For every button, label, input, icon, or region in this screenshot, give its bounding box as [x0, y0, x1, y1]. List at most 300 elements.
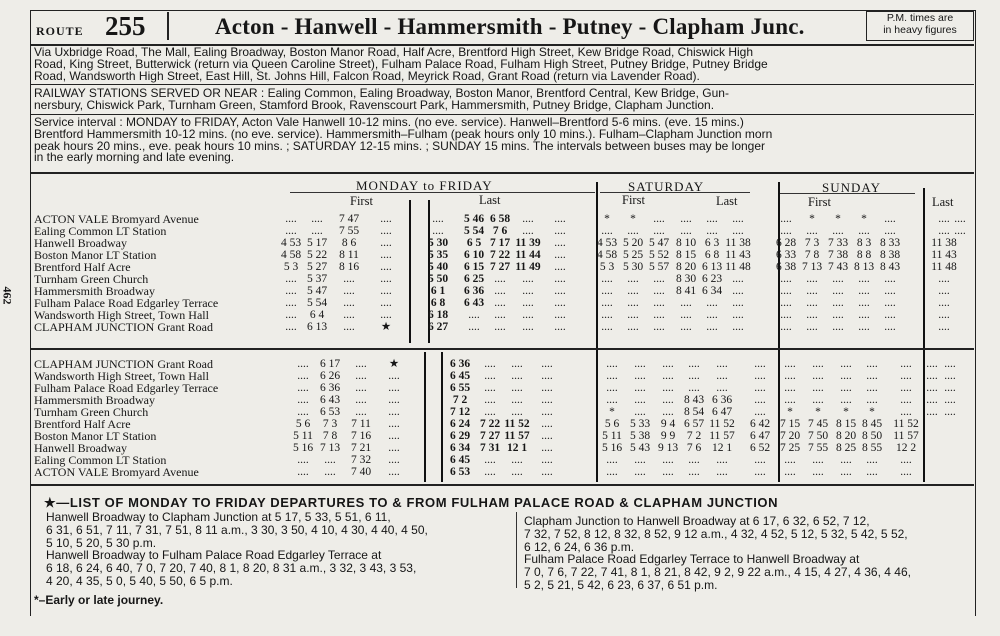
time-cell: 11 39 — [515, 237, 541, 249]
time-cell: .... — [944, 358, 956, 370]
time-cell: 11 38 — [931, 237, 957, 249]
time-cell: .... — [812, 454, 824, 466]
time-cell: .... — [840, 382, 852, 394]
time-cell: .... — [806, 285, 818, 297]
early-late-marker: * — [835, 213, 841, 225]
time-cell: 11 57 — [504, 430, 530, 442]
early-late-marker: * — [787, 406, 793, 418]
via-paragraph — [34, 47, 768, 82]
mf-divider-inbound — [441, 352, 443, 482]
early-late-marker: * — [604, 213, 610, 225]
time-cell: 7 17 — [489, 237, 511, 249]
time-cell: 6 45 — [449, 454, 471, 466]
time-cell: .... — [601, 273, 613, 285]
stop-name: Wandsworth High Street, Town Hall — [34, 308, 209, 322]
time-cell: .... — [688, 382, 700, 394]
time-cell: .... — [780, 321, 792, 333]
time-cell: 9 4 — [660, 418, 676, 430]
time-cell: 5 16 — [292, 442, 314, 454]
time-cell: .... — [541, 418, 553, 430]
time-cell: .... — [343, 297, 355, 309]
early-late-marker: * — [809, 213, 815, 225]
time-cell: .... — [944, 406, 956, 418]
stop-name: CLAPHAM JUNCTION Grant Road — [34, 320, 213, 334]
via-line: Via Uxbridge Road, The Mall, Ealing Broadway, Boston Manor Road, Half Acre, Brentford High Street, Kew Bridge Road, Chiswick High — [34, 45, 754, 59]
time-cell: .... — [297, 358, 309, 370]
time-cell: .... — [926, 370, 938, 382]
time-cell: 6 23 — [701, 273, 723, 285]
time-cell: .... — [311, 225, 323, 237]
time-cell: 5 6 — [604, 418, 620, 430]
time-cell: .... — [297, 466, 309, 478]
time-cell: 6 1 — [430, 285, 446, 297]
time-cell: .... — [944, 394, 956, 406]
time-cell: .... — [732, 225, 744, 237]
time-cell: .... — [380, 225, 392, 237]
stop-name: Brentford Half Acre — [34, 417, 131, 431]
time-cell: .... — [355, 358, 367, 370]
time-cell: .... — [706, 213, 718, 225]
time-cell: .... — [554, 249, 566, 261]
time-cell: .... — [858, 297, 870, 309]
time-cell: .... — [716, 466, 728, 478]
time-cell: .... — [468, 321, 480, 333]
time-cell: .... — [884, 321, 896, 333]
time-cell: 5 30 — [427, 237, 449, 249]
time-cell: .... — [812, 466, 824, 478]
time-cell: .... — [653, 273, 665, 285]
time-cell: 8 20 — [675, 261, 697, 273]
time-cell: 11 44 — [515, 249, 541, 261]
time-cell: .... — [606, 466, 618, 478]
time-cell: .... — [806, 321, 818, 333]
time-cell: .... — [380, 285, 392, 297]
time-cell: .... — [484, 394, 496, 406]
time-cell: 7 13 — [801, 261, 823, 273]
time-cell: .... — [806, 297, 818, 309]
time-cell: .... — [706, 225, 718, 237]
time-cell: 7 25 — [779, 442, 801, 454]
time-cell: .... — [541, 442, 553, 454]
time-cell: .... — [388, 466, 400, 478]
stop-name: Turnham Green Church — [34, 405, 149, 419]
time-cell: .... — [688, 358, 700, 370]
time-cell: .... — [484, 358, 496, 370]
time-cell: .... — [627, 273, 639, 285]
time-cell: 7 15 — [779, 418, 801, 430]
time-cell: .... — [511, 406, 523, 418]
stop-name: Fulham Palace Road Edgarley Terrace — [34, 296, 219, 310]
time-cell: .... — [938, 321, 950, 333]
departure-line: 5 10, 5 20, 5 30 p.m. — [46, 535, 157, 550]
time-cell: 6 24 — [449, 418, 471, 430]
time-cell: 8 50 — [861, 430, 883, 442]
time-cell: .... — [522, 273, 534, 285]
time-cell: .... — [541, 370, 553, 382]
stop-name: Boston Manor LT Station — [34, 248, 157, 262]
time-cell: .... — [884, 285, 896, 297]
time-cell: 6 43 — [319, 394, 341, 406]
time-cell: 6 47 — [749, 430, 771, 442]
time-cell: .... — [511, 382, 523, 394]
time-cell: .... — [627, 225, 639, 237]
pm-note-line1: P.M. times are — [886, 12, 954, 24]
time-cell: .... — [938, 213, 950, 225]
time-cell: .... — [812, 394, 824, 406]
time-cell: 7 12 — [449, 406, 471, 418]
time-cell: 7 20 — [779, 430, 801, 442]
time-cell: .... — [812, 382, 824, 394]
time-cell: .... — [832, 285, 844, 297]
time-cell: 6 27 — [427, 321, 449, 333]
departures-right — [524, 515, 911, 592]
time-cell: .... — [627, 309, 639, 321]
time-cell: .... — [554, 225, 566, 237]
time-cell: 11 43 — [725, 249, 751, 261]
time-cell: 7 6 — [686, 442, 702, 454]
time-cell: .... — [554, 213, 566, 225]
time-cell: .... — [706, 309, 718, 321]
time-cell: .... — [840, 466, 852, 478]
time-cell: 7 3 — [322, 418, 338, 430]
time-cell: .... — [511, 358, 523, 370]
time-cell: 6 47 — [711, 406, 733, 418]
time-cell: 12 2 — [895, 442, 917, 454]
time-cell: 6 28 — [775, 237, 797, 249]
sun-last-label: Last — [932, 195, 954, 209]
time-cell: .... — [522, 309, 534, 321]
stop-name: Boston Manor LT Station — [34, 429, 157, 443]
time-cell: 6 34 — [701, 285, 723, 297]
time-cell: 6 18 — [427, 309, 449, 321]
departure-line: Clapham Junction to Hanwell Broadway at 6 17, 6 32, 6 52, 7 12, — [524, 514, 870, 528]
time-cell: .... — [522, 321, 534, 333]
star-marker: ★ — [388, 358, 400, 370]
time-cell: 8 38 — [879, 249, 901, 261]
time-cell: .... — [938, 225, 950, 237]
time-cell: .... — [285, 285, 297, 297]
time-cell: 7 22 — [489, 249, 511, 261]
time-cell: .... — [388, 430, 400, 442]
time-cell: 6 53 — [319, 406, 341, 418]
time-cell: .... — [716, 382, 728, 394]
time-cell: .... — [554, 237, 566, 249]
time-cell: 6 38 — [775, 261, 797, 273]
stop-name: Brentford Half Acre — [34, 260, 131, 274]
time-cell: .... — [806, 309, 818, 321]
time-cell: 6 43 — [463, 297, 485, 309]
time-cell: .... — [938, 297, 950, 309]
time-cell: .... — [784, 454, 796, 466]
via-line: Road, Wandsworth High Street, East Hill, St. Johns Hill, Falcon Road, Meyrick Road, Grant Road (return via Lavender Road). — [34, 68, 700, 83]
time-cell: .... — [706, 321, 718, 333]
time-cell: .... — [680, 213, 692, 225]
time-cell: .... — [884, 273, 896, 285]
time-cell: 5 3 — [599, 261, 615, 273]
saturday-heading: SATURDAY — [628, 179, 705, 194]
departure-line: 7 32, 7 52, 8 12, 8 32, 8 52, 9 12 a.m., 4 32, 4 52, 5 12, 5 32, 5 42, 5 52, — [524, 526, 908, 541]
time-cell: .... — [627, 297, 639, 309]
time-cell: 6 52 — [749, 442, 771, 454]
time-cell: .... — [554, 309, 566, 321]
time-cell: 5 16 — [601, 442, 623, 454]
time-cell: .... — [355, 406, 367, 418]
time-cell: .... — [866, 358, 878, 370]
time-cell: 4 58 — [596, 249, 618, 261]
time-cell: .... — [938, 309, 950, 321]
time-cell: .... — [954, 225, 966, 237]
time-cell: 7 40 — [350, 466, 372, 478]
time-cell: .... — [634, 454, 646, 466]
time-cell: .... — [780, 309, 792, 321]
time-cell: .... — [688, 454, 700, 466]
time-cell: .... — [680, 225, 692, 237]
time-cell: 5 37 — [306, 273, 328, 285]
footnote: *–Early or late journey. — [34, 593, 164, 607]
time-cell: 7 38 — [827, 249, 849, 261]
time-cell: .... — [858, 321, 870, 333]
departure-line: 4 20, 4 35, 5 0, 5 40, 5 50, 6 5 p.m. — [46, 573, 233, 588]
time-cell: .... — [388, 442, 400, 454]
time-cell: .... — [388, 418, 400, 430]
time-cell: 5 52 — [648, 249, 670, 261]
time-cell: 9 13 — [657, 442, 679, 454]
time-cell: 6 29 — [449, 430, 471, 442]
time-cell: 5 11 — [293, 430, 313, 442]
time-cell: .... — [944, 382, 956, 394]
time-cell: 4 53 — [280, 237, 302, 249]
time-cell: .... — [494, 285, 506, 297]
time-cell: 6 55 — [449, 382, 471, 394]
early-late-marker: * — [609, 406, 615, 418]
time-cell: .... — [662, 358, 674, 370]
time-cell: .... — [732, 273, 744, 285]
time-cell: .... — [784, 394, 796, 406]
rule — [30, 484, 974, 486]
via-line: Road, King Street, Butterwick (return via Queen Caroline Street), Fulham Palace Road, Fulham High Street, Putney Bridge, Putney Bridge — [34, 56, 768, 71]
time-cell: .... — [554, 297, 566, 309]
time-cell: 5 20 — [622, 237, 644, 249]
time-cell: .... — [706, 297, 718, 309]
time-cell: .... — [732, 321, 744, 333]
time-cell: .... — [522, 213, 534, 225]
time-cell: .... — [324, 454, 336, 466]
time-cell: 6 36 — [711, 394, 733, 406]
time-cell: .... — [866, 454, 878, 466]
service-line: in the early morning and late evening. — [34, 150, 235, 165]
sat-first-label: First — [622, 193, 645, 207]
time-cell: .... — [662, 370, 674, 382]
time-cell: .... — [484, 454, 496, 466]
time-cell: 7 55 — [807, 442, 829, 454]
time-cell: .... — [554, 285, 566, 297]
departure-line: Fulham Palace Road Edgarley Terrace to Hanwell Broadway at — [524, 552, 860, 567]
time-cell: 8 41 — [675, 285, 697, 297]
time-cell: .... — [297, 454, 309, 466]
time-cell: .... — [634, 394, 646, 406]
time-cell: 5 47 — [648, 237, 670, 249]
time-cell: .... — [780, 213, 792, 225]
time-cell: .... — [926, 394, 938, 406]
time-cell: .... — [554, 261, 566, 273]
stop-name: Hanwell Broadway — [34, 441, 127, 455]
time-cell: 5 27 — [306, 261, 328, 273]
time-cell: 7 27 — [479, 430, 501, 442]
stations-paragraph — [34, 88, 729, 112]
time-cell: .... — [494, 297, 506, 309]
time-cell: .... — [522, 297, 534, 309]
time-cell: .... — [380, 309, 392, 321]
time-cell: .... — [634, 358, 646, 370]
time-cell: 12 1 — [506, 442, 528, 454]
time-cell: 8 11 — [339, 249, 359, 261]
time-cell: .... — [285, 297, 297, 309]
sun-underline — [780, 193, 915, 194]
time-cell: 8 15 — [835, 418, 857, 430]
time-cell: .... — [285, 213, 297, 225]
time-cell: .... — [754, 394, 766, 406]
time-cell: .... — [944, 370, 956, 382]
time-cell: 5 35 — [427, 249, 449, 261]
time-cell: 6 45 — [449, 370, 471, 382]
stop-name: Hammersmith Broadway — [34, 284, 155, 298]
time-cell: .... — [840, 394, 852, 406]
time-cell: .... — [900, 466, 912, 478]
time-cell: .... — [732, 213, 744, 225]
time-cell: .... — [494, 273, 506, 285]
time-cell: 6 25 — [463, 273, 485, 285]
stations-line: nersbury, Chiswick Park, Turnham Green, Stamford Brook, Ravenscourt Park, Hammersmith, Putney Bridge, Clapham Junction. — [34, 97, 715, 112]
time-cell: .... — [380, 237, 392, 249]
time-cell: 5 47 — [306, 285, 328, 297]
time-cell: .... — [832, 321, 844, 333]
time-cell: .... — [812, 370, 824, 382]
early-late-marker: * — [869, 406, 875, 418]
time-cell: .... — [627, 285, 639, 297]
time-cell: .... — [806, 225, 818, 237]
time-cell: .... — [716, 454, 728, 466]
time-cell: 6 53 — [449, 466, 471, 478]
time-cell: 7 2 — [686, 430, 702, 442]
time-cell: .... — [866, 382, 878, 394]
time-cell: .... — [866, 394, 878, 406]
stop-name: Hanwell Broadway — [34, 236, 127, 250]
time-cell: 6 26 — [319, 370, 341, 382]
time-cell: 11 52 — [504, 418, 530, 430]
time-cell: .... — [840, 358, 852, 370]
time-cell: .... — [285, 273, 297, 285]
time-cell: .... — [297, 382, 309, 394]
time-cell: .... — [511, 454, 523, 466]
departures-left — [46, 511, 428, 588]
time-cell: .... — [606, 454, 618, 466]
star-marker: ★ — [380, 321, 392, 333]
time-cell: .... — [653, 225, 665, 237]
mf-divider-inbound — [424, 352, 426, 482]
time-cell: 11 57 — [709, 430, 735, 442]
departures-divider — [516, 512, 517, 588]
mon-fri-heading: MONDAY to FRIDAY — [356, 178, 493, 193]
time-cell: 8 6 — [341, 237, 357, 249]
time-cell: .... — [732, 297, 744, 309]
time-cell: 7 43 — [827, 261, 849, 273]
time-cell: .... — [285, 309, 297, 321]
mf-first-label: First — [350, 194, 373, 208]
route-number: 255 — [105, 11, 146, 41]
time-cell: 11 38 — [725, 237, 751, 249]
time-cell: .... — [662, 454, 674, 466]
time-cell: .... — [601, 297, 613, 309]
time-cell: 6 8 — [430, 297, 446, 309]
time-cell: .... — [653, 309, 665, 321]
time-cell: .... — [468, 309, 480, 321]
time-cell: 7 16 — [350, 430, 372, 442]
time-cell: .... — [900, 406, 912, 418]
time-cell: 8 13 — [853, 261, 875, 273]
time-cell: .... — [380, 261, 392, 273]
time-cell: .... — [554, 321, 566, 333]
time-cell: 5 40 — [427, 261, 449, 273]
time-cell: .... — [926, 358, 938, 370]
time-cell: 11 43 — [931, 249, 957, 261]
time-cell: 9 9 — [660, 430, 676, 442]
mf-divider — [409, 200, 411, 343]
time-cell: 6 5 — [466, 237, 482, 249]
time-cell: 7 11 — [351, 418, 371, 430]
time-cell: .... — [606, 382, 618, 394]
time-cell: 7 8 — [322, 430, 338, 442]
time-cell: 6 10 — [463, 249, 485, 261]
time-cell: .... — [484, 406, 496, 418]
time-cell: .... — [541, 394, 553, 406]
time-cell: 6 15 — [463, 261, 485, 273]
time-cell: .... — [601, 309, 613, 321]
time-cell: .... — [601, 225, 613, 237]
time-cell: 8 16 — [338, 261, 360, 273]
time-cell: .... — [832, 225, 844, 237]
time-cell: 5 11 — [602, 430, 622, 442]
time-cell: 6 34 — [449, 442, 471, 454]
time-cell: 8 10 — [675, 237, 697, 249]
time-cell: .... — [511, 394, 523, 406]
time-cell: 7 31 — [479, 442, 501, 454]
stop-name: Hammersmith Broadway — [34, 393, 155, 407]
time-cell: .... — [858, 309, 870, 321]
time-cell: .... — [380, 297, 392, 309]
time-cell: 4 58 — [280, 249, 302, 261]
time-cell: 7 27 — [489, 261, 511, 273]
time-cell: .... — [355, 370, 367, 382]
time-cell: .... — [627, 321, 639, 333]
time-cell: .... — [732, 285, 744, 297]
mf-underline — [290, 192, 595, 193]
route-title: Acton - Hanwell - Hammersmith - Putney - Clapham Junc. — [215, 14, 805, 39]
time-cell: .... — [662, 382, 674, 394]
sat-underline — [600, 192, 750, 193]
time-cell: 6 58 — [489, 213, 511, 225]
time-cell: 8 8 — [856, 249, 872, 261]
time-cell: .... — [388, 394, 400, 406]
time-cell: 8 45 — [861, 418, 883, 430]
time-cell: .... — [343, 309, 355, 321]
time-cell: 6 4 — [309, 309, 325, 321]
time-cell: 11 52 — [893, 418, 919, 430]
time-cell: .... — [484, 382, 496, 394]
service-line: peak hours 20 mins., eve. peak hours 10 mins. ; SATURDAY 12-15 mins. ; SUNDAY 15 mins. The intervals between buses may be longer — [34, 138, 766, 153]
time-cell: .... — [780, 273, 792, 285]
stations-line: RAILWAY STATIONS SERVED OR NEAR : Ealing Common, Ealing Broadway, Boston Manor, Brentford Central, Kew Bridge, Gun- — [34, 86, 729, 100]
pm-note-box — [866, 11, 974, 41]
